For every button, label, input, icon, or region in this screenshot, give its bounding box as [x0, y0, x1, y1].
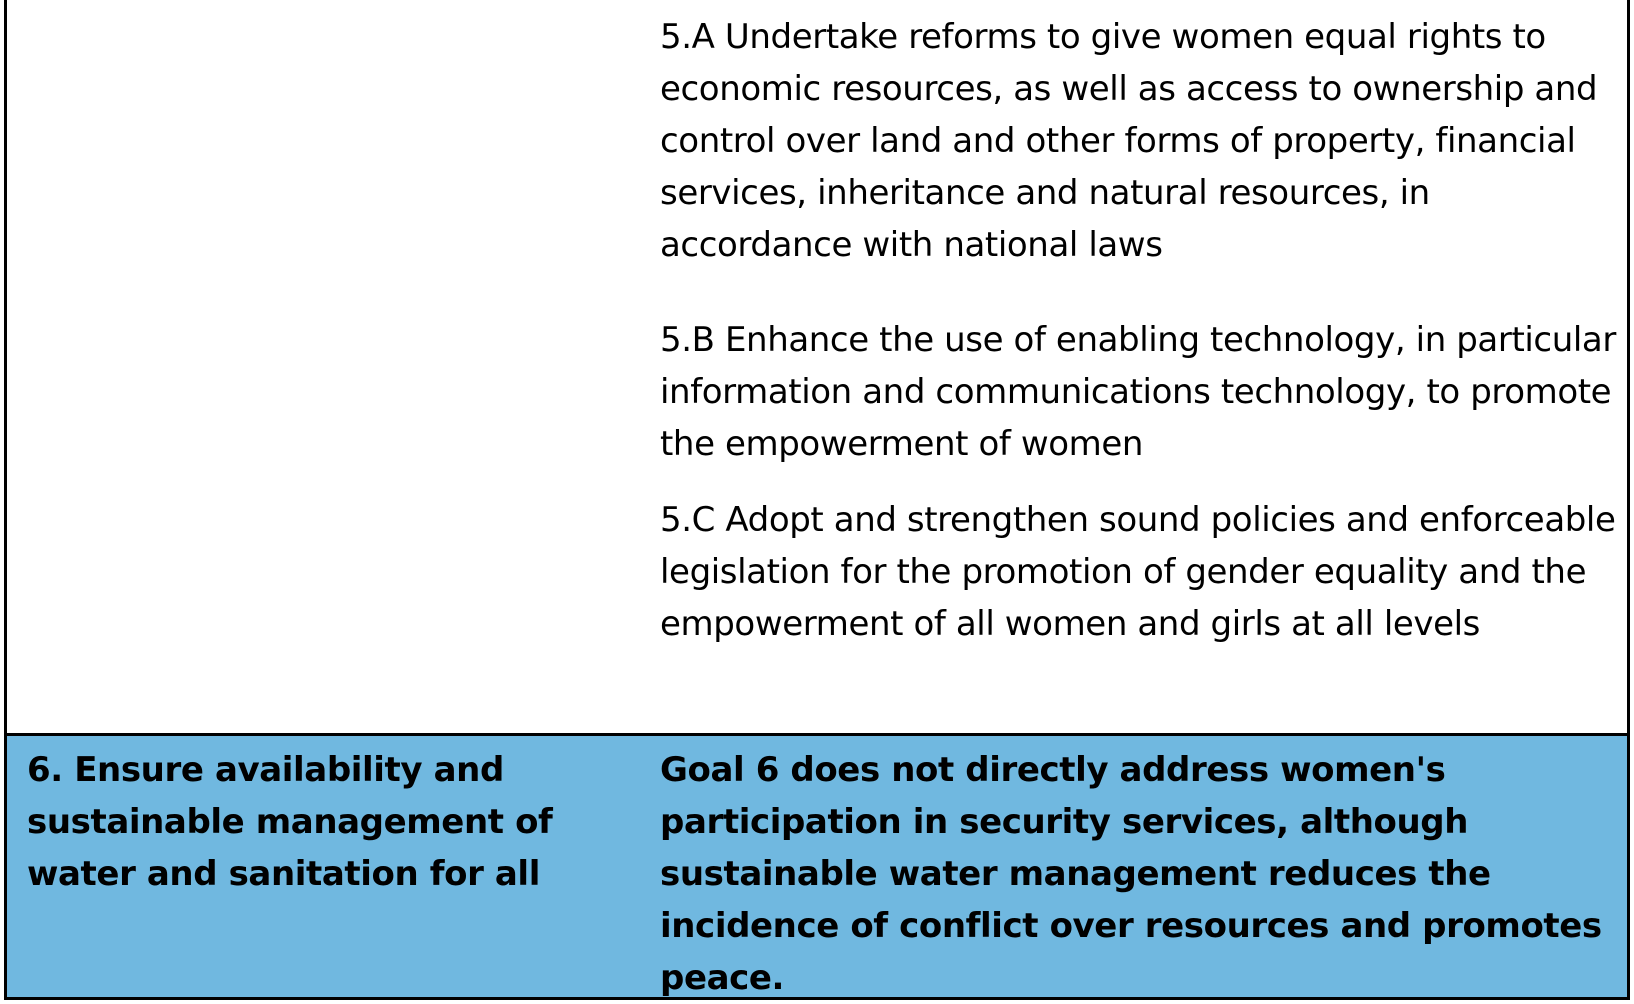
- goal-6-row: [7, 736, 1627, 997]
- goal-6-title: 6. Ensure availability and sustainable management of water and sanitation for all: [27, 750, 553, 894]
- sdg-table: [4, 0, 1630, 1000]
- target-5c-text: 5.C Adopt and strengthen sound policies and enforceable legislation for the promotion of gender equality and the empowerment of all women and girls at all levels: [660, 500, 1616, 644]
- goal-6-note: Goal 6 does not directly address women's participation in security services, although sustainable water management reduces the incidence of conflict over resources and promotes peace.: [660, 750, 1602, 998]
- target-5b-text: 5.B Enhance the use of enabling technology, in particular information and communications technology, to promote the empowerment of women: [660, 320, 1616, 464]
- goal-5-targets-row: [7, 0, 1627, 736]
- target-5a-text: 5.A Undertake reforms to give women equal rights to economic resources, as well as access to ownership and control over land and other forms of property, financial services, inheritance and natural resources, in accordance with national laws: [660, 17, 1598, 265]
